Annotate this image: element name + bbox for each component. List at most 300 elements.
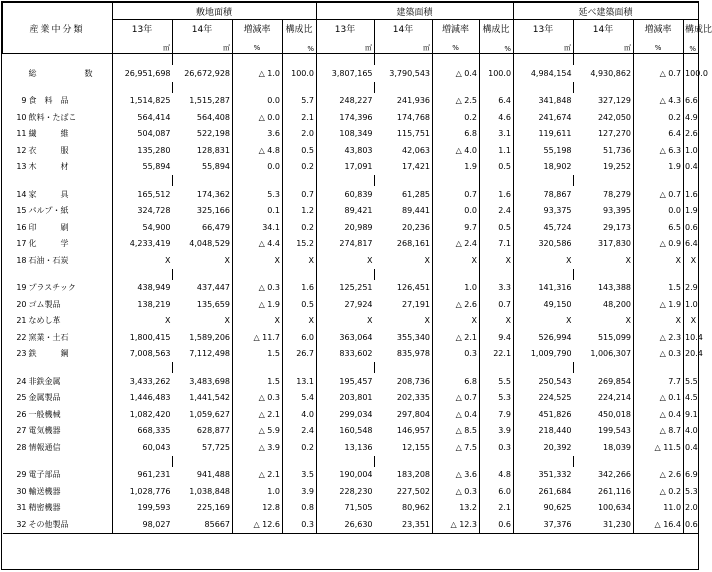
cell-floor-y14: 269,854 (574, 373, 634, 390)
cell-building-y13: 89,421 (344, 206, 373, 216)
cell-site-change: 34.1 (233, 219, 283, 236)
cell-building-share: 0.5 (480, 219, 514, 236)
cell-site-share: 0.5 (283, 296, 317, 313)
cell-site-y14: X (173, 313, 233, 330)
cell-building-y13: 27,924 (344, 299, 373, 309)
cell-floor-share: 2.9 (684, 280, 699, 297)
cell-site-change: 0.1 (233, 203, 283, 220)
spacer-cell (574, 456, 634, 467)
spacer-cell (375, 175, 433, 186)
table-row (3, 186, 699, 203)
cell-floor-share: 4.5 (684, 390, 699, 407)
cell-site-y13: 26,951,698 (124, 68, 171, 78)
cell-building-share: 0.5 (480, 159, 514, 176)
table-row (3, 296, 699, 313)
cell-building-y14: 835,978 (375, 346, 433, 363)
cell-site-change: 5.3 (233, 186, 283, 203)
spacer-cell (634, 82, 684, 93)
cell-floor-change: △ 1.9 (634, 296, 684, 313)
industry-name: 窯業・土石 (28, 332, 69, 342)
cell-floor-y14: 327,129 (574, 93, 634, 110)
cell-floor-y14: 19,252 (574, 159, 634, 176)
cell-building-y13: X (367, 255, 373, 265)
table-row (3, 373, 699, 390)
cell-building-change: △ 12.3 (433, 516, 480, 533)
cell-floor-share: 10.4 (684, 329, 699, 346)
industry-name: 印 刷 (28, 222, 69, 232)
cell-site-y13: 1,028,776 (129, 486, 171, 496)
cell-building-change: 9.7 (433, 219, 480, 236)
industry-name: ゴム製品 (28, 299, 61, 309)
industry-code: 19 (16, 283, 27, 293)
cell-site-share: 5.4 (283, 390, 317, 407)
industry-name-cell (3, 142, 113, 159)
cell-site-change: X (233, 313, 283, 330)
cell-floor-share: 6.4 (684, 236, 699, 253)
cell-site-y13: 60,043 (142, 442, 171, 452)
statistics-table-frame (1, 1, 712, 570)
cell-building-y14: 202,335 (375, 390, 433, 407)
cell-floor-change: △ 4.3 (634, 93, 684, 110)
cell-floor-y13: X (566, 316, 572, 326)
table-row (3, 390, 699, 407)
cell-site-change: 0.0 (233, 159, 283, 176)
cell-building-share: 0.7 (480, 296, 514, 313)
cell-site-y14: 522,198 (173, 126, 233, 143)
spacer-cell (684, 362, 699, 373)
spacer-cell (317, 175, 375, 186)
cell-building-y13: 20,989 (344, 222, 373, 232)
header-industry-classification: 産業中分類 (3, 3, 113, 54)
cell-building-change: X (433, 252, 480, 269)
spacer-cell (233, 82, 283, 93)
industry-code: 9 (21, 96, 27, 106)
cell-building-y14: 268,161 (375, 236, 433, 253)
cell-building-y14: 208,736 (375, 373, 433, 390)
industry-name: 電気機器 (28, 426, 61, 436)
cell-site-change: △ 0.0 (233, 109, 283, 126)
spacer-cell (480, 456, 514, 467)
cell-building-share: 9.4 (480, 329, 514, 346)
cell-site-y13: 98,027 (113, 516, 173, 533)
industry-name: その他製品 (28, 519, 69, 529)
cell-site-y14: 437,447 (173, 280, 233, 297)
industry-code: 25 (16, 393, 27, 403)
cell-site-share: 1.6 (283, 280, 317, 297)
cell-site-share: 0.5 (283, 142, 317, 159)
header-floor-y13: 13年 ㎡ (514, 20, 574, 54)
cell-floor-y14: 261,116 (574, 483, 634, 500)
spacer-cell (514, 456, 574, 467)
cell-building-y14: 89,441 (375, 203, 433, 220)
industry-code: 18 (16, 255, 27, 265)
cell-site-share: 0.2 (283, 159, 317, 176)
cell-building-change: △ 3.6 (433, 467, 480, 484)
cell-building-y13: 160,548 (339, 426, 373, 436)
cell-site-share: 6.0 (283, 329, 317, 346)
cell-floor-share: 4.9 (684, 109, 699, 126)
spacer-cell (317, 456, 375, 467)
industry-code: 32 (16, 519, 27, 529)
industry-name-cell (3, 439, 113, 456)
industry-name-cell (3, 390, 113, 407)
industry-name: パルプ・紙 (28, 206, 69, 216)
table-row (3, 65, 699, 82)
cell-site-change: △ 11.7 (233, 329, 283, 346)
industry-name-cell (3, 313, 113, 330)
spacer-row (3, 54, 699, 66)
industry-name: 食 料 品 (28, 96, 69, 106)
cell-site-share: 26.7 (283, 346, 317, 363)
cell-building-change: 0.0 (433, 203, 480, 220)
table-row (3, 313, 699, 330)
table-row (3, 93, 699, 110)
industry-name-cell (3, 236, 113, 253)
cell-floor-y13: 119,611 (538, 129, 572, 139)
cell-site-y14: 1,059,627 (173, 406, 233, 423)
industry-name-cell (3, 126, 113, 143)
cell-floor-y13: X (566, 255, 572, 265)
cell-site-y13: 324,728 (137, 206, 171, 216)
cell-floor-share: 2.6 (684, 126, 699, 143)
cell-floor-y14: 100,634 (574, 500, 634, 517)
cell-site-share: 0.2 (283, 219, 317, 236)
cell-site-change: △ 4.8 (233, 142, 283, 159)
industry-name: 情報通信 (28, 442, 61, 452)
unit-site-share: % (283, 42, 317, 54)
spacer-cell (3, 54, 113, 66)
cell-site-y14: 26,672,928 (173, 65, 233, 82)
cell-site-y14: 628,877 (173, 423, 233, 440)
cell-floor-change: △ 0.4 (634, 406, 684, 423)
cell-building-share: 3.3 (480, 280, 514, 297)
industry-name-cell (3, 159, 113, 176)
spacer-cell (514, 82, 574, 93)
cell-floor-y13: 250,543 (538, 376, 572, 386)
spacer-cell (375, 362, 433, 373)
industry-name: 輸送機器 (28, 486, 61, 496)
table-row (3, 126, 699, 143)
cell-building-y13: 108,349 (339, 129, 373, 139)
cell-floor-share: 1.0 (684, 296, 699, 313)
spacer-cell (113, 362, 173, 373)
cell-site-change: △ 1.0 (233, 65, 283, 82)
industry-name: 一般機械 (28, 409, 61, 419)
cell-site-y13: 668,335 (137, 426, 171, 436)
cell-site-y13: 4,233,419 (129, 239, 171, 249)
cell-building-change: △ 4.0 (433, 142, 480, 159)
cell-site-y13: 438,949 (137, 283, 171, 293)
cell-floor-y13: 141,316 (538, 283, 572, 293)
cell-site-share: 3.9 (283, 483, 317, 500)
cell-floor-y14: 4,930,862 (574, 65, 634, 82)
spacer-cell (574, 269, 634, 280)
cell-site-change: △ 5.9 (233, 423, 283, 440)
spacer-cell (634, 175, 684, 186)
industry-code: 26 (16, 409, 27, 419)
cell-building-y13: 833,602 (339, 349, 373, 359)
cell-building-y14: 20,236 (375, 219, 433, 236)
cell-building-y13: 60,839 (344, 189, 373, 199)
header-site-share: 構成比 (283, 20, 317, 43)
spacer-cell (433, 54, 480, 66)
header-site-y13: 13年 ㎡ (113, 20, 173, 54)
cell-site-y13: 54,900 (142, 222, 171, 232)
spacer-cell (113, 269, 173, 280)
spacer-cell (113, 175, 173, 186)
cell-site-y13: X (165, 316, 171, 326)
spacer-cell (173, 269, 233, 280)
spacer-cell (173, 54, 233, 66)
cell-floor-change: △ 0.7 (634, 65, 684, 82)
industry-code: 28 (16, 442, 27, 452)
cell-site-change: △ 1.9 (233, 296, 283, 313)
cell-site-change: △ 2.1 (233, 406, 283, 423)
header-floor-share: 構成比 (684, 20, 699, 43)
industry-name-cell (3, 65, 113, 82)
industry-name-cell (3, 406, 113, 423)
cell-building-y13: 248,227 (339, 96, 373, 106)
cell-site-y13: 504,087 (137, 129, 171, 139)
industry-name-cell (3, 203, 113, 220)
cell-floor-y13: 93,375 (543, 206, 572, 216)
cell-site-y14: 66,479 (173, 219, 233, 236)
industry-name-cell (3, 467, 113, 484)
cell-site-y14: 941,488 (173, 467, 233, 484)
cell-floor-y13: 526,994 (538, 332, 572, 342)
cell-site-change: 1.0 (233, 483, 283, 500)
spacer-cell (317, 82, 375, 93)
cell-floor-y14: 29,173 (574, 219, 634, 236)
header-site-y14: 14年 ㎡ (173, 20, 233, 54)
cell-building-y13: 43,803 (344, 145, 373, 155)
cell-site-share: 0.2 (283, 439, 317, 456)
cell-floor-y13: 224,525 (538, 393, 572, 403)
cell-building-share: 4.6 (480, 109, 514, 126)
cell-building-share: 0.6 (480, 516, 514, 533)
table-row (3, 329, 699, 346)
industry-name: 石油・石炭 (28, 255, 69, 265)
cell-building-y13: 26,630 (317, 516, 375, 533)
cell-building-y14: 174,768 (375, 109, 433, 126)
table-row (3, 500, 699, 517)
cell-floor-y14: 31,230 (574, 516, 634, 533)
cell-building-share: 6.0 (480, 483, 514, 500)
cell-building-change: 0.2 (433, 109, 480, 126)
cell-floor-y14: 93,395 (574, 203, 634, 220)
header-group-site-area: 敷地面積 (113, 3, 317, 20)
cell-building-change: △ 0.4 (433, 65, 480, 82)
spacer-cell (283, 269, 317, 280)
cell-floor-change: 6.5 (634, 219, 684, 236)
spacer-cell (283, 54, 317, 66)
spacer-row (3, 82, 699, 93)
cell-building-change: 1.0 (433, 280, 480, 297)
cell-floor-change: △ 0.7 (634, 186, 684, 203)
spacer-cell (283, 362, 317, 373)
cell-building-change: 6.8 (433, 126, 480, 143)
cell-site-share: X (283, 252, 317, 269)
spacer-cell (173, 362, 233, 373)
cell-site-y13: 1,446,483 (129, 393, 171, 403)
cell-floor-y14: 515,099 (574, 329, 634, 346)
header-group-total-floor-area: 延べ建築面積 (514, 3, 699, 20)
industry-name: 金属製品 (28, 393, 61, 403)
header-building-y13: 13年 ㎡ (317, 20, 375, 54)
table-body (3, 54, 708, 534)
cell-building-change: 0.7 (433, 186, 480, 203)
cell-site-change: △ 3.9 (233, 439, 283, 456)
industry-name: 家 具 (28, 189, 69, 199)
spacer-cell (480, 175, 514, 186)
cell-site-y14: 564,408 (173, 109, 233, 126)
table-row (3, 142, 699, 159)
cell-floor-y14: 342,266 (574, 467, 634, 484)
spacer-cell (173, 82, 233, 93)
spacer-cell (233, 269, 283, 280)
cell-building-share: 0.3 (480, 439, 514, 456)
cell-floor-share: 0.4 (684, 439, 699, 456)
industry-name: 非鉄金属 (28, 376, 61, 386)
industry-code: 11 (16, 129, 27, 139)
cell-floor-share: 5.3 (684, 483, 699, 500)
industry-name: 電子部品 (28, 470, 61, 480)
cell-site-share: 0.8 (283, 500, 317, 517)
cell-floor-change: 1.5 (634, 280, 684, 297)
cell-building-y14: 241,936 (375, 93, 433, 110)
cell-building-y14: 27,191 (375, 296, 433, 313)
header-building-y14: 14年 ㎡ (375, 20, 433, 54)
cell-building-change: X (433, 313, 480, 330)
cell-building-y13: 228,230 (339, 486, 373, 496)
table-row (3, 467, 699, 484)
spacer-cell (233, 175, 283, 186)
cell-site-share: 0.3 (283, 516, 317, 533)
industry-name-cell (3, 280, 113, 297)
industry-code: 20 (16, 299, 27, 309)
cell-building-y14: 3,790,543 (375, 65, 433, 82)
cell-site-y13: 138,219 (137, 299, 171, 309)
spacer-cell (113, 456, 173, 467)
table-row (3, 109, 699, 126)
spacer-cell (233, 362, 283, 373)
cell-floor-y13: 20,392 (543, 442, 572, 452)
cell-site-y13: 1,514,825 (129, 96, 171, 106)
cell-floor-y13: 55,198 (543, 145, 572, 155)
spacer-cell (634, 269, 684, 280)
spacer-cell (3, 175, 113, 186)
cell-site-y14: 1,515,287 (173, 93, 233, 110)
cell-building-y14: X (375, 252, 433, 269)
cell-site-y14: 325,166 (173, 203, 233, 220)
cell-floor-y13: 451,826 (538, 409, 572, 419)
spacer-cell (173, 456, 233, 467)
cell-building-change: 6.8 (433, 373, 480, 390)
cell-site-share: 3.5 (283, 467, 317, 484)
cell-floor-change: △ 0.2 (634, 483, 684, 500)
industry-name: なめし革 (28, 316, 61, 326)
spacer-cell (375, 456, 433, 467)
spacer-cell (113, 54, 173, 66)
spacer-cell (3, 82, 113, 93)
cell-site-change: 0.0 (233, 93, 283, 110)
cell-floor-share: 6.9 (684, 467, 699, 484)
cell-building-y14: 126,451 (375, 280, 433, 297)
cell-site-change: 3.6 (233, 126, 283, 143)
cell-floor-share: 5.5 (684, 373, 699, 390)
cell-floor-change: △ 0.9 (634, 236, 684, 253)
cell-building-change: △ 0.7 (433, 390, 480, 407)
cell-site-y14: 225,169 (173, 500, 233, 517)
industry-name-cell (3, 346, 113, 363)
cell-building-change: 13.2 (433, 500, 480, 517)
industry-code: 10 (16, 112, 27, 122)
spacer-cell (3, 269, 113, 280)
table-row (3, 516, 699, 533)
cell-site-y14: 128,831 (173, 142, 233, 159)
cell-building-share: 5.5 (480, 373, 514, 390)
unit-floor-change: % (634, 42, 684, 54)
cell-site-y13: 7,008,563 (129, 349, 171, 359)
cell-floor-y13: 18,902 (543, 162, 572, 172)
cell-floor-change: 6.4 (634, 126, 684, 143)
industry-code: 14 (16, 189, 27, 199)
cell-building-change: △ 2.6 (433, 296, 480, 313)
industry-code: 23 (16, 349, 27, 359)
cell-floor-change: △ 8.7 (634, 423, 684, 440)
cell-floor-share: 20.4 (684, 346, 699, 363)
cell-site-change: X (233, 252, 283, 269)
cell-site-y13: 961,231 (137, 470, 171, 480)
cell-building-y13: 299,034 (339, 409, 373, 419)
cell-site-y13: 55,894 (142, 162, 171, 172)
cell-site-change: 1.5 (233, 373, 283, 390)
cell-building-y14: 12,155 (375, 439, 433, 456)
cell-building-change: △ 7.5 (433, 439, 480, 456)
spacer-cell (433, 362, 480, 373)
header-building-share: 構成比 (480, 20, 514, 43)
cell-site-y14: 174,362 (173, 186, 233, 203)
cell-building-y14: X (375, 313, 433, 330)
cell-building-y14: 115,751 (375, 126, 433, 143)
cell-building-y13: 274,817 (339, 239, 373, 249)
industry-name: 木 材 (28, 162, 69, 172)
cell-building-change: △ 2.1 (433, 329, 480, 346)
cell-building-change: △ 0.3 (433, 483, 480, 500)
table-row (3, 346, 699, 363)
industry-code: 22 (16, 332, 27, 342)
cell-building-change: △ 2.4 (433, 236, 480, 253)
cell-site-y13: 3,433,262 (129, 376, 171, 386)
cell-floor-change: X (634, 313, 684, 330)
cell-building-y14: 297,804 (375, 406, 433, 423)
cell-building-share: 2.4 (480, 203, 514, 220)
cell-building-y14: 17,421 (375, 159, 433, 176)
spacer-row (3, 456, 699, 467)
spacer-cell (317, 362, 375, 373)
cell-building-y13: 71,505 (344, 503, 373, 513)
cell-floor-y13: 90,625 (543, 503, 572, 513)
cell-floor-y14: 51,736 (574, 142, 634, 159)
cell-floor-change: 0.0 (634, 203, 684, 220)
cell-floor-y13: 49,150 (543, 299, 572, 309)
industry-name-cell (3, 296, 113, 313)
cell-building-share: 1.6 (480, 186, 514, 203)
cell-floor-change: △ 6.3 (634, 142, 684, 159)
cell-floor-y13: 78,867 (543, 189, 572, 199)
cell-site-change: 12.8 (233, 500, 283, 517)
industry-name-cell (3, 329, 113, 346)
